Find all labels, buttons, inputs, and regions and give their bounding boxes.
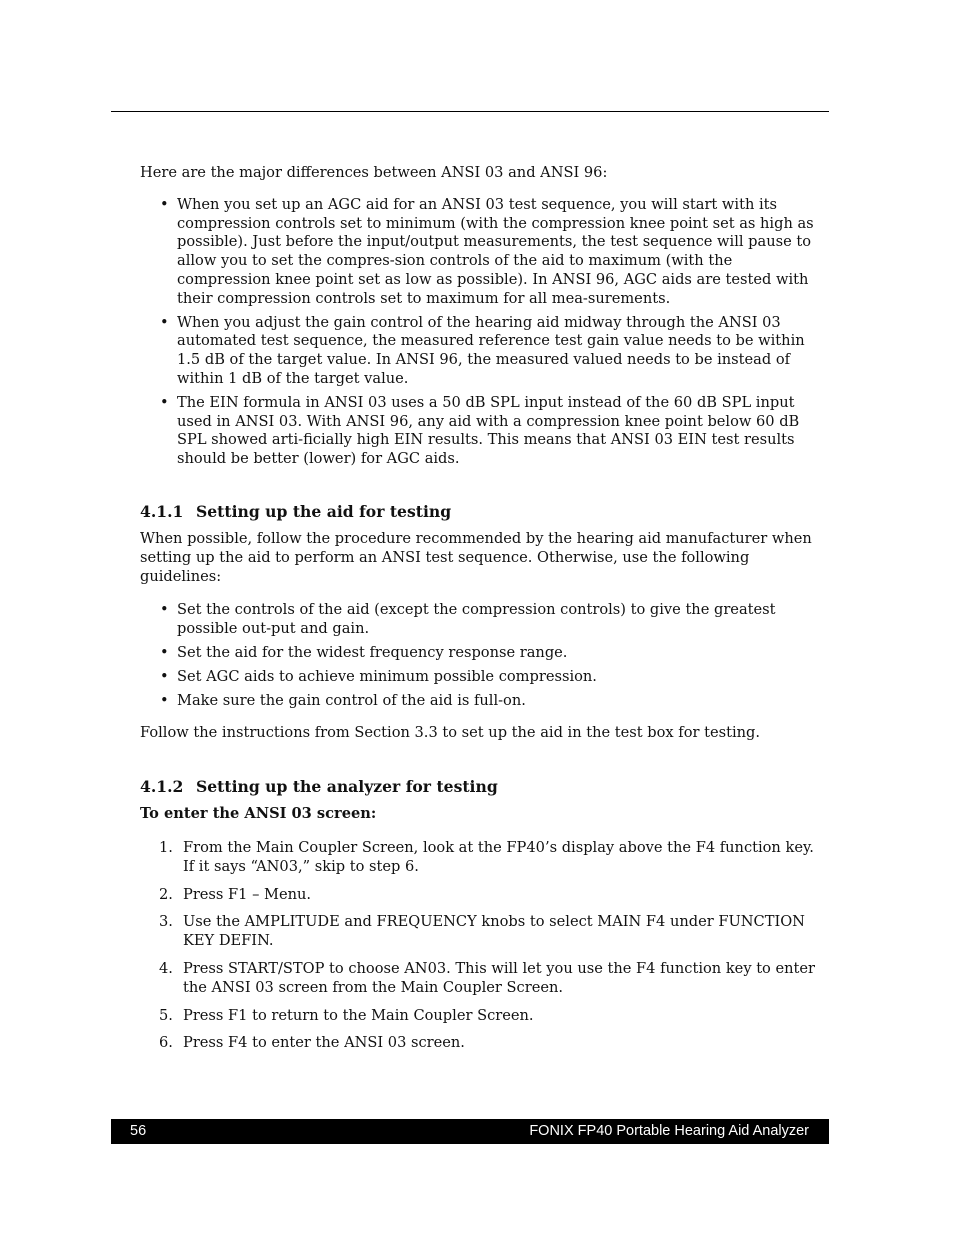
list-item: 2. Press F1 – Menu. [159,885,312,903]
section-intro: When possible, follow the procedure recommended by the hearing aid manufacturer when setting up the aid to perform an ANSI test sequence. Otherwise, use the following guidelines: [140,529,812,585]
step-number: 1. [159,838,173,856]
intro-paragraph: Here are the major differences between ANSI 03 and ANSI 96: [140,164,608,181]
bullet-icon: • [160,643,169,661]
step-number: 6. [159,1034,173,1052]
list-item: 6. Press F4 to enter the ANSI 03 screen. [159,1034,465,1052]
bullet-icon: • [160,691,169,709]
differences-list [140,196,828,469]
page-number: 56 [130,1123,147,1139]
page-footer [111,1119,829,1144]
step-number: 2. [159,885,173,903]
list-item: • Set the aid for the widest frequency response range. [160,643,568,661]
list-item: 1. From the Main Coupler Screen, look at the FP40’s display above the F4 function key. If it says “AN03,” skip to step 6. [159,838,814,875]
steps-list [140,839,828,1053]
list-item: 3. Use the AMPLITUDE and FREQUENCY knobs to select MAIN F4 under FUNCTION KEY DEFIN. [159,913,805,950]
list-item: 5. Press F1 to return to the Main Coupler Screen. [159,1006,534,1024]
section-number: 4.1.2 [140,777,184,797]
bullet-icon: • [160,195,169,213]
guidelines-list [140,601,828,710]
list-item: • The EIN formula in ANSI 03 uses a 50 dB SPL input instead of the 60 dB SPL input used in ANSI 03. With ANSI 96, any aid with a compression knee point below 60 dB SPL showed arti-ficially high EIN results. This means that ANSI 03 EIN test results should be better (lower) for AGC aids. [160,393,800,468]
section-heading-4-1-2 [140,777,828,797]
footer-title: FONIX FP40 Portable Hearing Aid Analyzer [529,1123,809,1139]
list-item: • Set AGC aids to achieve minimum possible compression. [160,667,597,685]
list-item: • When you adjust the gain control of the hearing aid midway through the ANSI 03 automated test sequence, the measured reference test gain value needs to be within 1.5 dB of the target value. In ANSI 96, the measured valued needs to be instead of within 1 dB of the target value. [160,313,805,387]
header-rule [111,111,829,112]
step-number: 5. [159,1006,173,1024]
bullet-icon: • [160,601,169,619]
bullet-icon: • [160,393,169,411]
list-item: 4. Press START/STOP to choose AN03. This will let you use the F4 function key to enter the ANSI 03 screen from the Main Coupler Screen. [159,959,815,996]
procedure-title: To enter the ANSI 03 screen: [140,805,377,823]
list-item: • Set the controls of the aid (except the compression controls) to give the greatest possible out-put and gain. [160,601,776,638]
section-heading-4-1-1 [140,502,828,522]
step-number: 4. [159,959,173,977]
list-item: • When you set up an AGC aid for an ANSI 03 test sequence, you will start with its compression controls set to minimum (with the compression knee point set as high as possible). Just before the input/output measurements, the test sequence will pause to allow you to set the compres-sion controls of the aid to maximum (with the compression knee point set as low as possible). In ANSI 96, AGC aids are tested with their compression controls set to maximum for all mea-surements. [160,195,814,307]
section-title: Setting up the analyzer for testing [196,777,498,797]
section-outro: Follow the instructions from Section 3.3 to set up the aid in the test box for testing. [140,724,760,742]
bullet-icon: • [160,667,169,685]
page-body [140,164,828,1062]
bullet-icon: • [160,313,169,331]
list-item: • Make sure the gain control of the aid is full-on. [160,691,526,709]
section-title: Setting up the aid for testing [196,501,452,521]
section-number: 4.1.1 [140,501,184,521]
step-number: 3. [159,913,173,931]
